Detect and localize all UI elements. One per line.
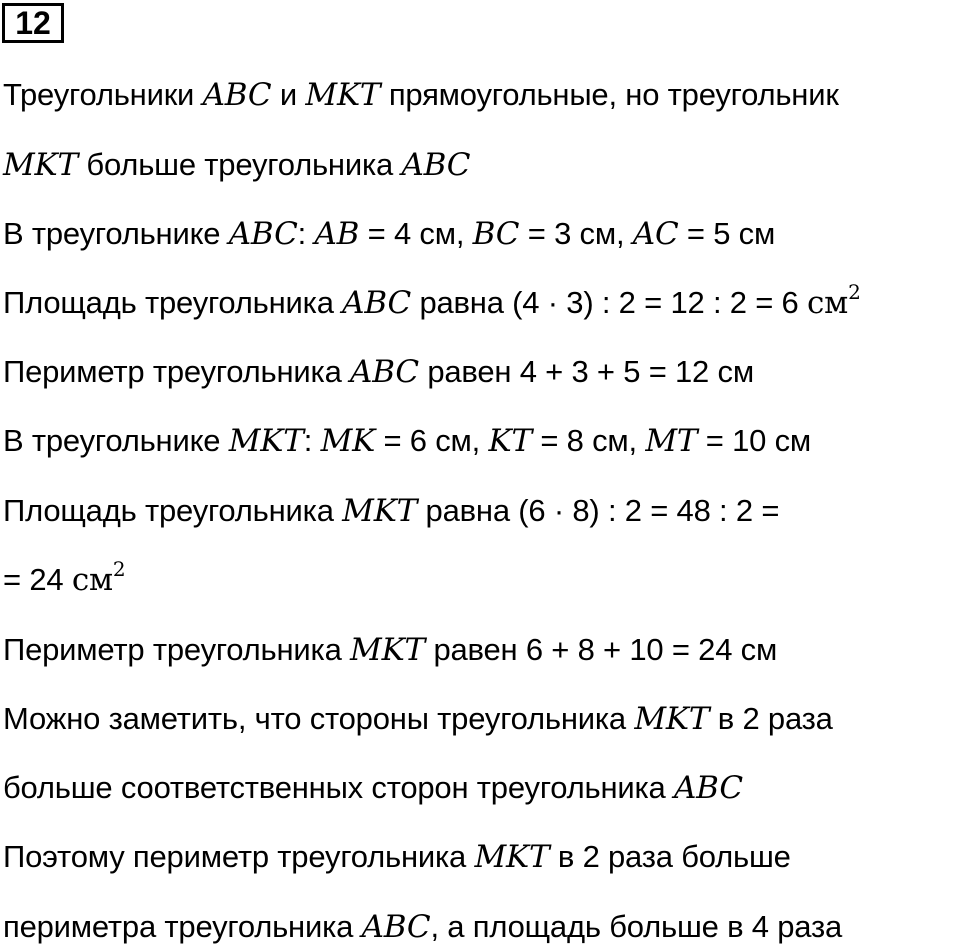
text-line (3, 763, 960, 813)
math-symbol: ABC (350, 354, 419, 390)
text-line (3, 625, 960, 675)
math-symbol: MK (320, 423, 376, 459)
text-segment: = 4 см, (359, 216, 473, 251)
text-segment: В треугольнике (3, 216, 229, 251)
unit-label: см (71, 562, 113, 598)
text-segment: прямоугольные, но треугольник (380, 77, 839, 112)
text-line (3, 347, 960, 397)
text-line (3, 70, 960, 120)
math-symbol: ABC (228, 216, 298, 252)
math-symbol: ABC (674, 770, 743, 806)
text-line (3, 140, 960, 190)
math-symbol: MT (645, 423, 698, 459)
text-line (3, 416, 960, 466)
text-segment: = 10 см (697, 423, 812, 458)
text-segment: Периметр треугольника (3, 632, 351, 667)
text-segment: : (297, 216, 315, 251)
text-line (3, 555, 960, 605)
text-segment: в 2 раза (709, 701, 833, 736)
text-line (3, 902, 960, 952)
math-symbol: MKT (3, 147, 78, 183)
math-symbol: AC (632, 216, 679, 252)
superscript: 2 (848, 280, 861, 304)
text-line (3, 832, 960, 882)
math-symbol: BC (472, 216, 520, 252)
task-number-box: 12 (2, 3, 64, 43)
text-line (3, 694, 960, 744)
text-segment: в 2 раза больше (549, 839, 791, 874)
text-segment: : (303, 423, 321, 458)
text-segment: больше треугольника (77, 147, 402, 182)
text-segment: равна (4 · 3) : 2 = 12 : 2 = 6 (411, 285, 807, 320)
math-symbol: MKT (342, 493, 418, 529)
text-segment: и (271, 77, 306, 112)
text-segment: = 8 см, (531, 423, 646, 458)
text-line (3, 486, 960, 536)
text-segment: Площадь треугольника (3, 285, 343, 320)
math-symbol: AB (314, 216, 360, 252)
text-segment: В треугольнике (3, 423, 229, 458)
unit-label: см (807, 285, 849, 321)
text-segment: Периметр треугольника (3, 354, 351, 389)
math-symbol: ABC (401, 147, 471, 183)
text-segment: периметра треугольника (3, 909, 362, 944)
text-segment: = 5 см (678, 216, 776, 251)
text-segment: равна (6 · 8) : 2 = 48 : 2 = (417, 493, 780, 528)
text-segment: Можно заметить, что стороны треугольника (3, 701, 635, 736)
text-segment: Поэтому периметр треугольника (3, 839, 475, 874)
text-segment: , а площадь больше в 4 раза (430, 909, 843, 944)
text-line (3, 209, 960, 259)
text-segment: = 6 см, (375, 423, 489, 458)
text-segment: Треугольники (3, 77, 203, 112)
superscript: 2 (112, 557, 126, 581)
math-symbol: MKT (305, 77, 381, 113)
text-segment: = 3 см, (519, 216, 633, 251)
text-line (3, 278, 960, 328)
math-symbol: ABC (202, 77, 272, 113)
text-segment: равен 6 + 8 + 10 = 24 см (425, 632, 778, 667)
math-symbol: MKT (350, 632, 426, 668)
text-segment: = 24 (3, 562, 72, 597)
text-segment: Площадь треугольника (3, 493, 343, 528)
math-symbol: ABC (361, 909, 431, 945)
math-symbol: MKT (228, 423, 304, 459)
math-symbol: ABC (342, 285, 412, 321)
text-segment: равен 4 + 3 + 5 = 12 см (418, 354, 754, 389)
math-symbol: MKT (474, 839, 550, 875)
math-symbol: KT (488, 423, 532, 459)
math-symbol: MKT (634, 701, 710, 737)
text-segment: больше соответственных сторон треугольника (3, 770, 674, 805)
